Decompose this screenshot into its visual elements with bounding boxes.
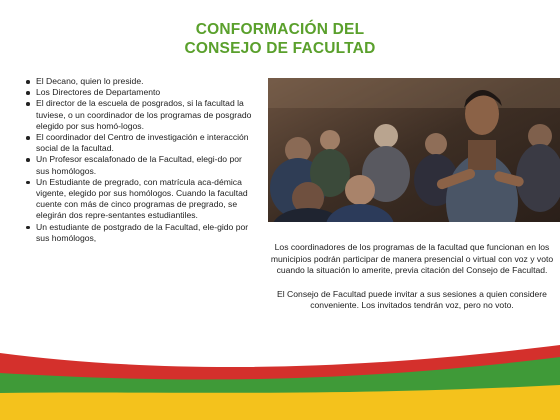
list-item: El Decano, quien lo preside. (26, 76, 254, 87)
title-line-1: CONFORMACIÓN DEL (195, 21, 365, 38)
title-line-2: CONSEJO DE FACULTAD (184, 40, 376, 57)
list-item: El director de la escuela de posgrados, si la facultad la tuviese, o un coordinador de los programas de posgrado elegido por sus homó-logos. (26, 98, 254, 132)
list-item: El coordinador del Centro de investigación e interacción social de la facultad. (26, 132, 254, 154)
meeting-photo (268, 78, 560, 222)
notes-block (266, 242, 558, 312)
note-paragraph: El Consejo de Facultad puede invitar a sus sesiones a quien considere conveniente. Los invitados tendrán voz, pero no voto. (277, 288, 547, 311)
decorative-wave (0, 345, 560, 420)
membership-list (26, 76, 254, 244)
slide-title (0, 20, 560, 58)
list-item: Un Estudiante de pregrado, con matrícula aca-démica vigente, elegido por sus homólogos. Cuando la facultad cuente con más de cinco programas de pregrado, se elegirán dos repre-sentantes estudiantiles. (26, 177, 254, 222)
meeting-photo-illustration (268, 78, 560, 222)
list-item: Los Directores de Departamento (26, 87, 254, 98)
note-paragraph: Los coordinadores de los programas de la facultad que funcionan en los municipios podrán participar de manera presencial o virtual con voz y voto cuando la situación lo amerite, previa citación del Consejo de Facultad. (270, 242, 554, 276)
list-item: Un Profesor escalafonado de la Facultad, elegi-do por sus homólogos. (26, 154, 254, 176)
list-item: Un estudiante de postgrado de la Facultad, ele-gido por sus homólogos, (26, 222, 254, 244)
